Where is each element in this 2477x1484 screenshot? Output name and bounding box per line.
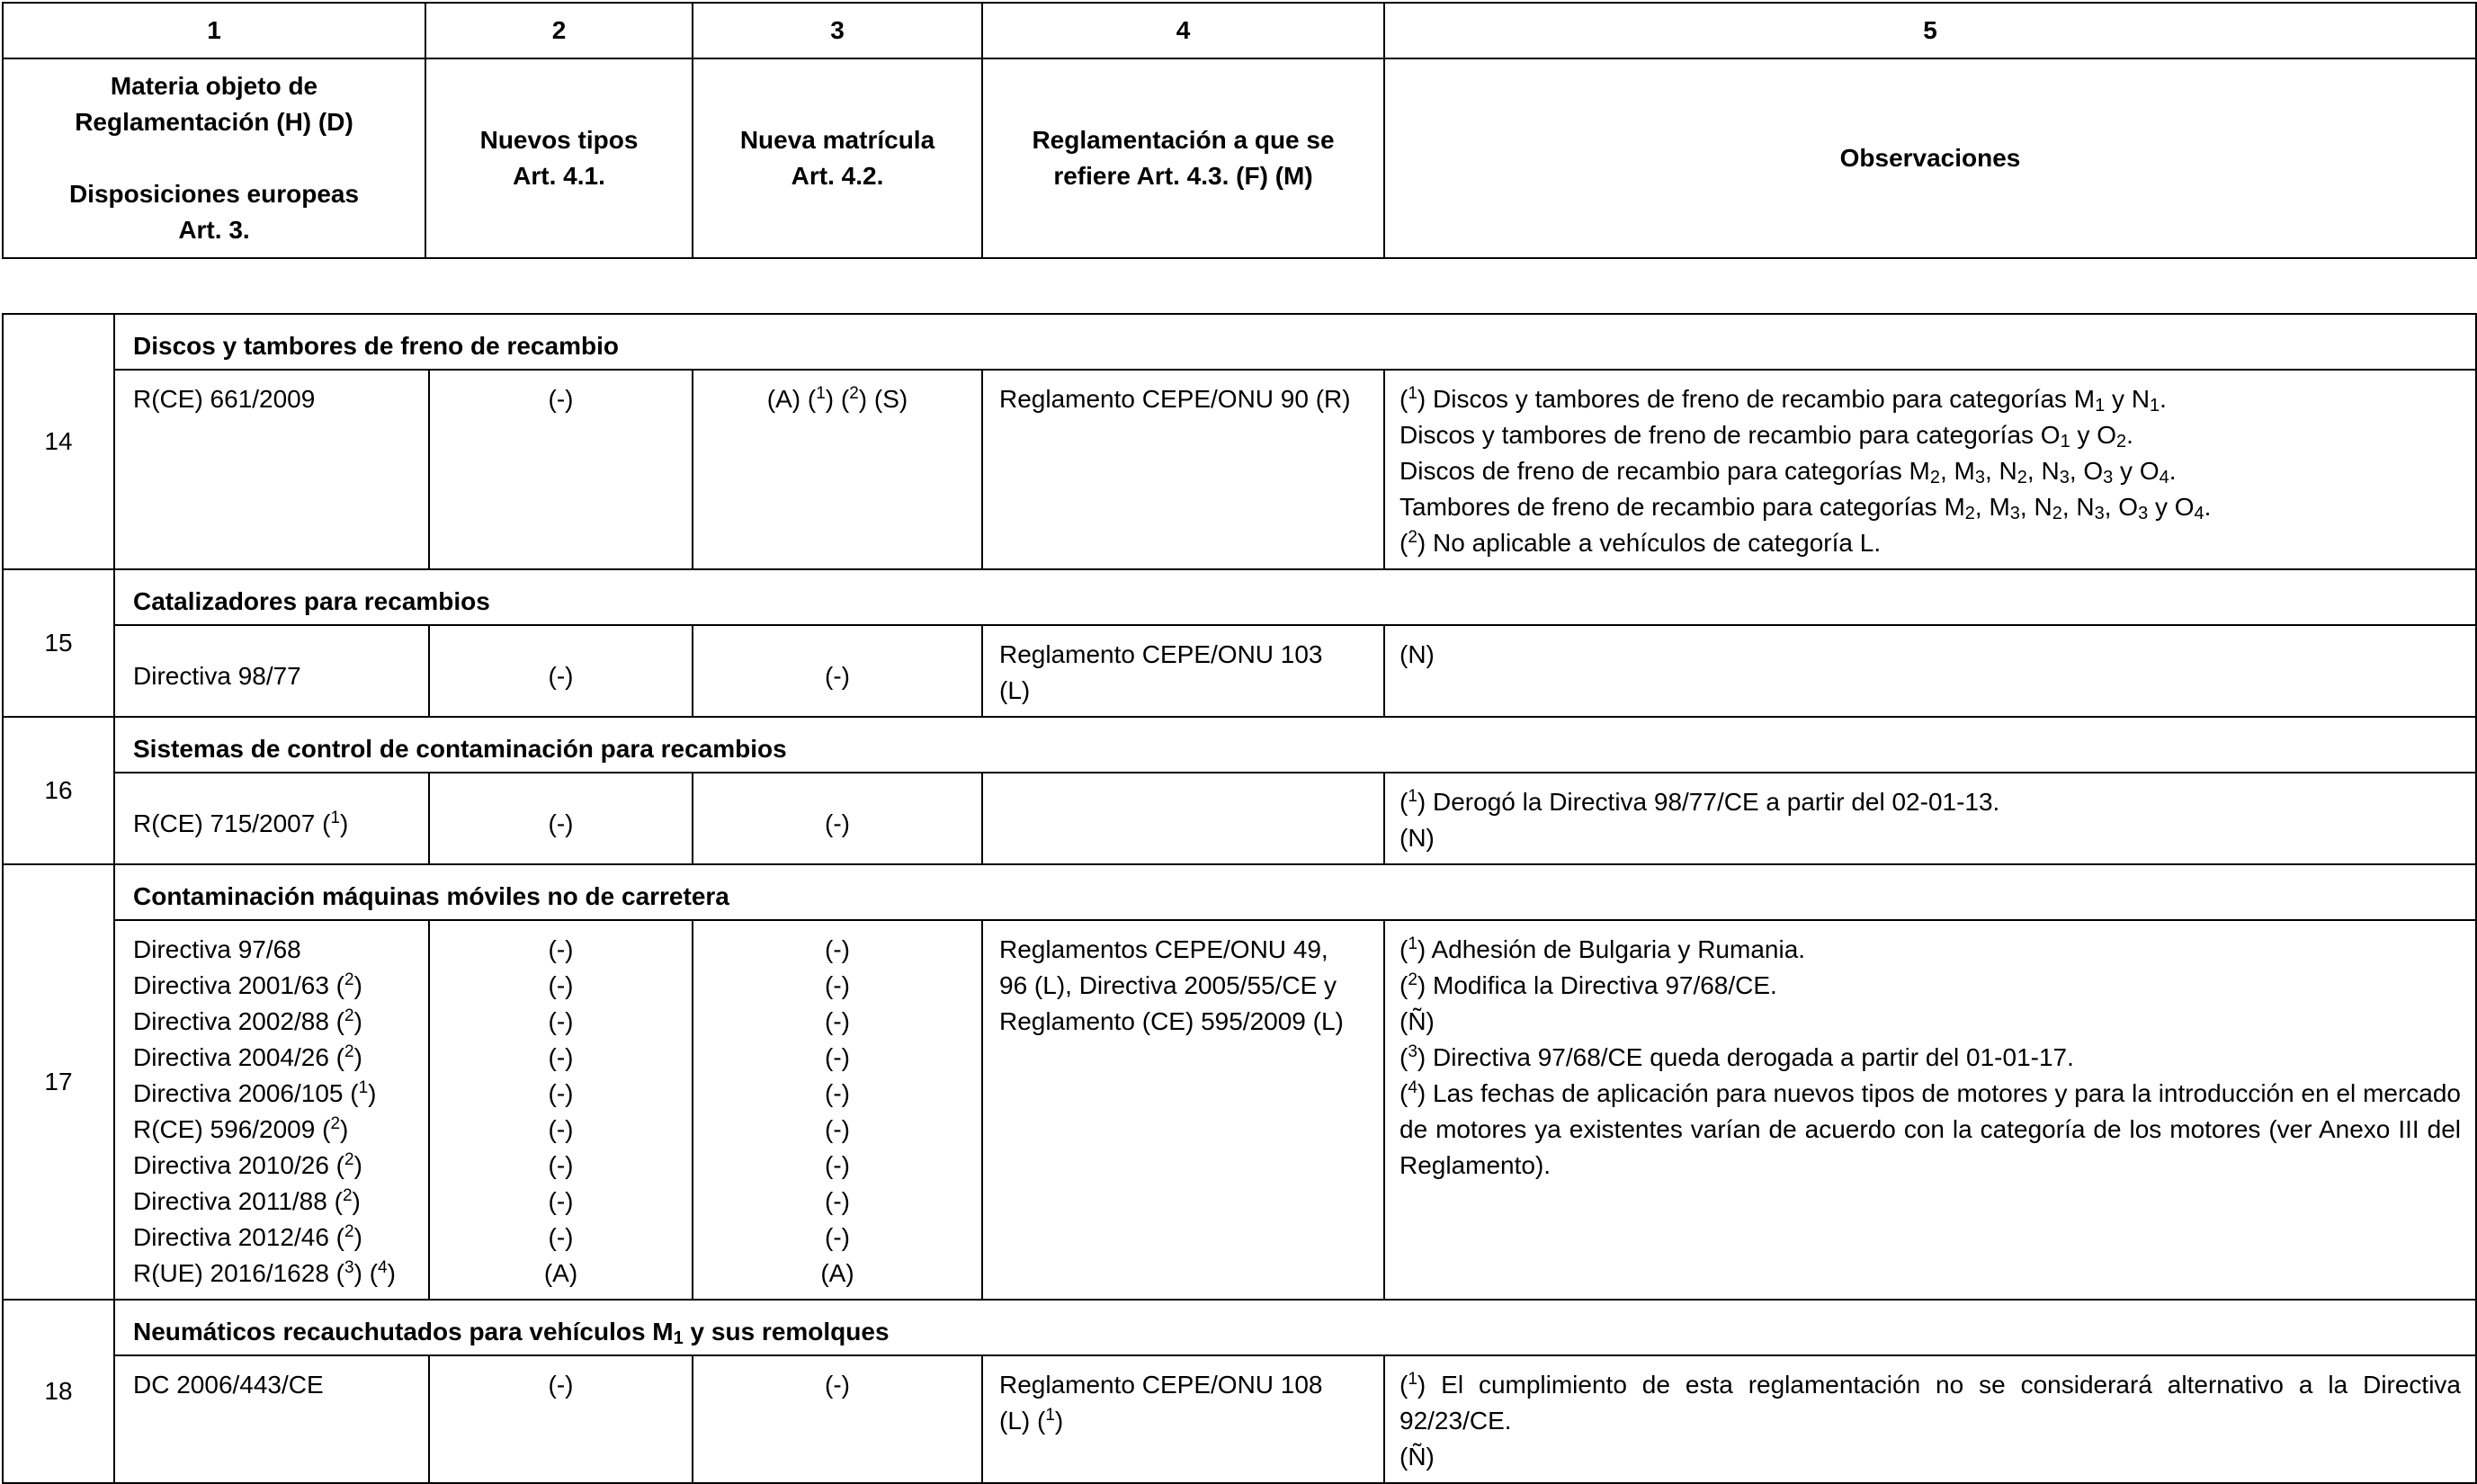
observation-line: ($^4$) Las fechas de aplicación para nuevos tipos de motores y para la introducción en el mercado de motores ya existentes varían de acuerdo con la categoría de los motores (ver Anexo III del Reglamento). [1399, 1078, 2462, 1179]
col-title-observations: Observaciones [1384, 58, 2476, 258]
new-types-value: (-) [548, 1115, 574, 1143]
col-number-1: 1 [3, 3, 425, 58]
col-title-subject-line: Reglamentación (H) (D) [75, 108, 353, 136]
new-registration-value: (-) [825, 1187, 850, 1215]
col-title-subject-spacer [4, 140, 425, 176]
col-number-5: 5 [1384, 3, 2476, 58]
regulation-line: Reglamento CEPE/ONU 108 [999, 1371, 1323, 1399]
col-number-2: 2 [425, 3, 693, 58]
regulation-cell: Reglamento CEPE/ONU 90 (R) [982, 370, 1384, 569]
section-row [3, 864, 2476, 920]
new-types-cell: (-) [429, 773, 693, 864]
header-table [2, 2, 2477, 259]
observation-line: (N) [1399, 824, 1435, 852]
subject-line: Directiva 2001/63 ($^2$) [133, 970, 362, 999]
subject-cell: DC 2006/443/CE [114, 1355, 429, 1483]
col-title-subject-line: Disposiciones europeas [68, 180, 360, 208]
subject-line: Directiva 2002/88 ($^2$) [133, 1006, 362, 1035]
subject-cell [114, 920, 429, 1300]
observation-line: ($^2$) No aplicable a vehículos de categoría L. [1399, 528, 1882, 557]
observations-cell [1384, 370, 2476, 569]
subject-line: R(UE) 2016/1628 ($^3$) ($^4$) [133, 1258, 396, 1287]
new-registration-value: (-) [825, 971, 850, 999]
new-types-value: (-) [548, 1223, 574, 1251]
row-number: 17 [3, 864, 114, 1300]
col-title-regulation-line: Reglamentación a que se [1032, 126, 1335, 154]
table-row [3, 625, 2476, 717]
col-title-regulation [982, 58, 1384, 258]
observation-line: (Ñ) [1399, 1443, 1435, 1471]
subject-line: Directiva 2011/88 ($^2$) [133, 1186, 361, 1215]
table-row [3, 370, 2476, 569]
subject-line: Directiva 2006/105 ($^1$) [133, 1078, 377, 1107]
new-registration-cell [693, 920, 982, 1300]
observations-cell [1384, 773, 2476, 864]
section-title: Sistemas de control de contaminación para recambios [114, 717, 2476, 773]
regulation-line: (L) ($^1$) [999, 1406, 1064, 1435]
observations-cell [1384, 920, 2476, 1300]
section-row [3, 569, 2476, 625]
new-types-value: (-) [548, 935, 574, 963]
observation-line: ($^1$) Discos y tambores de freno de recambio para categorías $M_1$ y $N_1$. [1399, 384, 2167, 416]
section-row [3, 1300, 2476, 1355]
row-number: 14 [3, 314, 114, 569]
section-row [3, 314, 2476, 370]
new-types-value: (-) [548, 1187, 574, 1215]
col-title-regulation-line: refiere Art. 4.3. (F) (M) [1053, 162, 1313, 190]
regulation-line: Reglamentos CEPE/ONU 49, [999, 935, 1328, 963]
observation-line: ($^1$) Adhesión de Bulgaria y Rumania. [1399, 934, 1806, 963]
section-title: Catalizadores para recambios [114, 569, 2476, 625]
column-title-row [3, 58, 2476, 258]
col-title-new-registration-line: Nueva matrícula [739, 126, 935, 154]
regulation-cell [982, 773, 1384, 864]
regulation-cell [982, 920, 1384, 1300]
subject-cell: R(CE) 715/2007 ($^1$) [114, 773, 429, 864]
regulation-table [2, 313, 2477, 1484]
subject-line: Directiva 2004/26 ($^2$) [133, 1042, 362, 1071]
col-title-subject-line: Art. 3. [178, 216, 250, 244]
new-registration-value: (A) [820, 1259, 854, 1287]
new-types-value: (A) [543, 1259, 578, 1287]
new-types-value: (-) [548, 1151, 574, 1179]
new-types-cell [429, 920, 693, 1300]
new-types-value: (-) [548, 1079, 574, 1107]
observation-line: (Ñ) [1399, 1007, 1435, 1035]
observation-line: Discos de freno de recambio para categorías $M_2$, $M_3$, $N_2$, $N_3$, $O_3$ y $O_4$. [1399, 457, 2177, 487]
new-types-value: (-) [548, 1007, 574, 1035]
observation-line: ($^2$) Modifica la Directiva 97/68/CE. [1399, 970, 1777, 999]
observation-line: ($^3$) Directiva 97/68/CE queda derogada a partir del 01-01-17. [1399, 1042, 2074, 1071]
col-title-new-types-line: Art. 4.1. [513, 162, 605, 190]
col-number-4: 4 [982, 3, 1384, 58]
observation-line: ($^1$) Derogó la Directiva 98/77/CE a partir del 02-01-13. [1399, 787, 2000, 816]
regulation-line: Reglamento (CE) 595/2009 (L) [999, 1007, 1344, 1035]
observation-line: ($^1$) El cumplimiento de esta reglamentación no se considerará alternativo a la Directiva 92/23/CE. [1399, 1370, 2462, 1435]
regulation-line: (L) [999, 676, 1031, 704]
observations-cell [1384, 1355, 2476, 1483]
col-title-new-types [425, 58, 693, 258]
new-registration-value: (-) [825, 1115, 850, 1143]
col-title-new-registration-line: Art. 4.2. [791, 162, 884, 190]
regulation-line: 96 (L), Directiva 2005/55/CE y [999, 971, 1337, 999]
subject-line: Directiva 97/68 [133, 935, 301, 963]
table-row [3, 920, 2476, 1300]
new-registration-value: (-) [825, 935, 850, 963]
subject-line: Directiva 2010/26 ($^2$) [133, 1150, 362, 1179]
col-title-subject-line: Materia objeto de [110, 72, 318, 100]
new-registration-cell: (A) ($^1$) ($^2$) (S) [693, 370, 982, 569]
observation-line: Discos y tambores de freno de recambio para categorías $O_1$ y $O_2$. [1399, 421, 2133, 451]
new-registration-cell: (-) [693, 773, 982, 864]
table-row [3, 773, 2476, 864]
new-types-value: (-) [548, 971, 574, 999]
new-types-cell: (-) [429, 625, 693, 717]
regulation-cell [982, 625, 1384, 717]
col-number-3: 3 [693, 3, 982, 58]
new-registration-cell: (-) [693, 625, 982, 717]
table-row [3, 1355, 2476, 1483]
row-number: 16 [3, 717, 114, 864]
new-registration-cell: (-) [693, 1355, 982, 1483]
new-registration-value: (-) [825, 1223, 850, 1251]
subject-line: R(CE) 596/2009 ($^2$) [133, 1114, 349, 1143]
new-registration-value: (-) [825, 1151, 850, 1179]
row-number: 18 [3, 1300, 114, 1483]
observations-cell: (N) [1384, 625, 2476, 717]
new-types-cell: (-) [429, 1355, 693, 1483]
section-title: Neumáticos recauchutados para vehículos $M_1$ y sus remolques [114, 1300, 2476, 1355]
new-registration-value: (-) [825, 1007, 850, 1035]
section-title: Contaminación máquinas móviles no de carretera [114, 864, 2476, 920]
observation-line: Tambores de freno de recambio para categorías $M_2$, $M_3$, $N_2$, $N_3$, $O_3$ y $O_4$. [1399, 493, 2212, 523]
new-types-cell: (-) [429, 370, 693, 569]
new-types-value: (-) [548, 1043, 574, 1071]
regulation-line: Reglamento CEPE/ONU 103 [999, 640, 1323, 668]
section-row [3, 717, 2476, 773]
col-title-subject [3, 58, 425, 258]
subject-cell: Directiva 98/77 [114, 625, 429, 717]
new-registration-value: (-) [825, 1043, 850, 1071]
section-title: Discos y tambores de freno de recambio [114, 314, 2476, 370]
row-number: 15 [3, 569, 114, 717]
subject-cell: R(CE) 661/2009 [114, 370, 429, 569]
col-title-new-types-line: Nuevos tipos [479, 126, 639, 154]
regulation-cell [982, 1355, 1384, 1483]
col-title-new-registration [693, 58, 982, 258]
column-number-row [3, 3, 2476, 58]
new-registration-value: (-) [825, 1079, 850, 1107]
subject-line: Directiva 2012/46 ($^2$) [133, 1222, 362, 1251]
